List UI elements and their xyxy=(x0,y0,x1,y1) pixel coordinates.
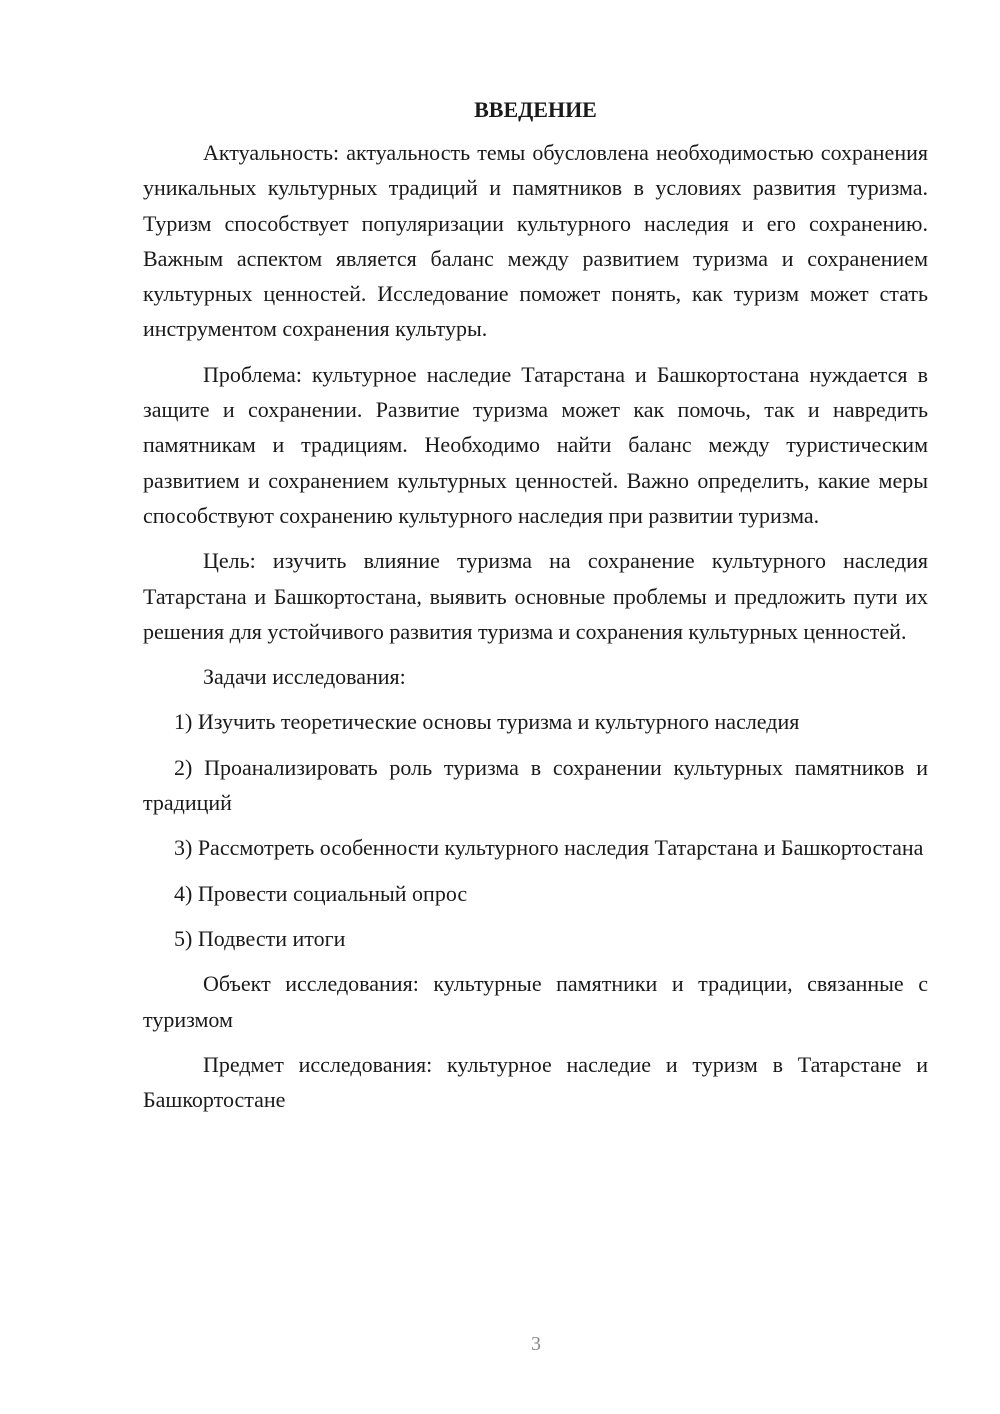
paragraph-goal: Цель: изучить влияние туризма на сохранение культурного наследия Татарстана и Башкортостана, выявить основные проблемы и предложить пути их решения для устойчивого развития туризма и сохранения культурных ценностей. xyxy=(143,548,928,644)
page-number: 3 xyxy=(531,1333,541,1355)
tasks-heading: Задачи исследования: xyxy=(203,664,406,690)
task-list-item: 2) Проанализировать роль туризма в сохранении культурных памятников и традиций xyxy=(143,754,928,816)
task-list-item: 4) Провести социальный опрос xyxy=(174,880,468,906)
section-title: ВВЕДЕНИЕ xyxy=(474,97,597,122)
document-page xyxy=(143,92,928,1127)
paragraph-object: Объект исследования: культурные памятники и традиции, связанные с туризмом xyxy=(143,971,928,1032)
task-list-item: 5) Подвести итоги xyxy=(174,925,346,951)
paragraph-problem: Проблема: культурное наследие Татарстана и Башкортостана нуждается в защите и сохранении. Развитие туризма может как помочь, так и навредить памятникам и традициям. Необходимо найти баланс между туристическим развитием и сохранением культурных ценностей. Важно определить, какие меры способствуют сохранению культурного наследия при развитии туризма. xyxy=(143,361,928,528)
paragraph-relevance: Актуальность: актуальность темы обусловлена необходимостью сохранения уникальных культурных традиций и памятников в условиях развития туризма. Туризм способствует популяризации культурного наследия и его сохранению. Важным аспектом является баланс между развитием туризма и сохранением культурных ценностей. Исследование поможет понять, как туризм может стать инструментом сохранения культуры. xyxy=(143,140,928,342)
task-list-item: 1) Изучить теоретические основы туризма и культурного наследия xyxy=(174,709,800,735)
paragraph-subject: Предмет исследования: культурное наследие и туризм в Татарстане и Башкортостане xyxy=(143,1051,928,1113)
task-list-item: 3) Рассмотреть особенности культурного наследия Татарстана и Башкортостана xyxy=(174,835,924,861)
